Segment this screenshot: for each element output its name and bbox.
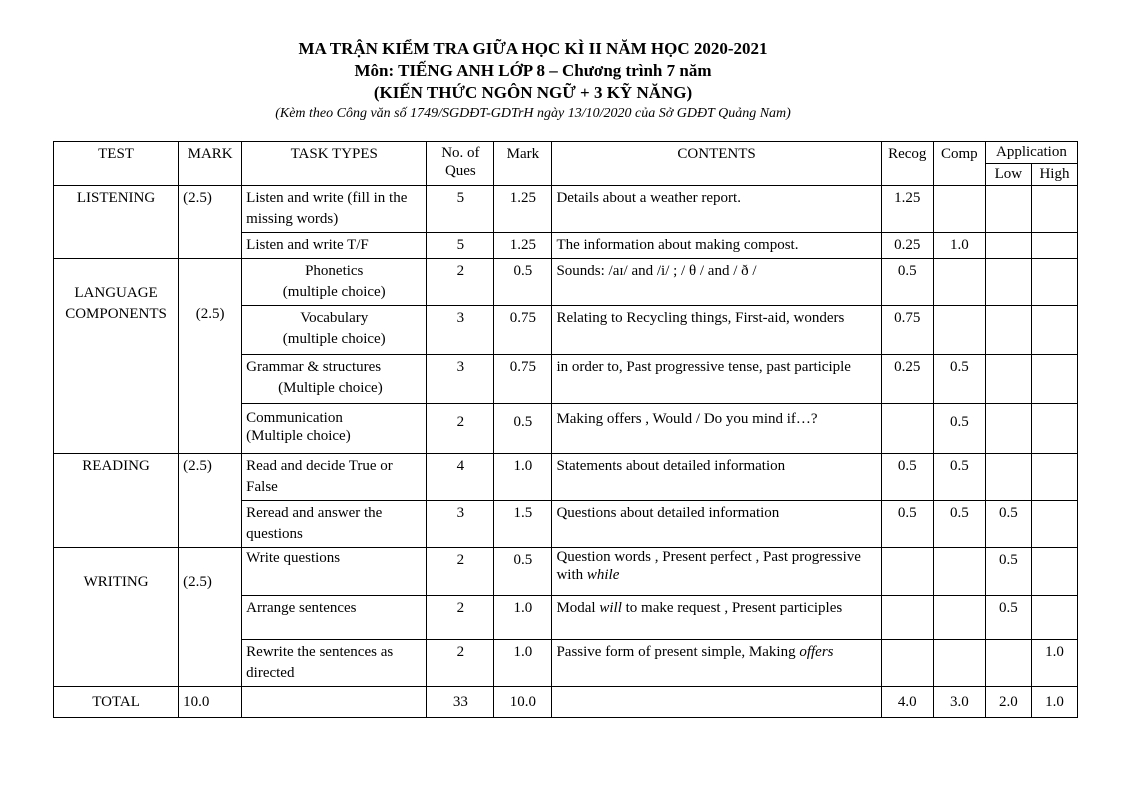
content-cell: Details about a weather report. <box>552 186 881 233</box>
recog-cell: 1.25 <box>881 186 933 233</box>
comp-cell: 0.5 <box>933 355 985 404</box>
high-cell <box>1031 548 1077 596</box>
col-header-mark2: Mark <box>494 142 552 186</box>
total-row <box>54 687 1078 718</box>
content-cell: in order to, Past progressive tense, past participle <box>552 355 881 404</box>
recog-cell: 0.5 <box>881 501 933 548</box>
total-low-cell: 2.0 <box>985 687 1031 718</box>
content-cell: Relating to Recycling things, First-aid, wonders <box>552 306 881 355</box>
col-header-low: Low <box>985 164 1031 186</box>
task-cell: Arrange sentences <box>242 596 427 640</box>
comp-cell: 0.5 <box>933 404 985 454</box>
low-cell <box>985 454 1031 501</box>
low-cell <box>985 306 1031 355</box>
low-cell: 0.5 <box>985 501 1031 548</box>
col-header-contents: CONTENTS <box>552 142 881 186</box>
table-row <box>54 548 1078 596</box>
total-mark2-cell: 10.0 <box>494 687 552 718</box>
content-cell <box>552 548 881 596</box>
reading-test-cell: READING <box>54 454 179 548</box>
ques-cell: 3 <box>427 355 494 404</box>
low-cell <box>985 355 1031 404</box>
task-cell <box>242 306 427 355</box>
content-emphasis: will <box>599 600 622 616</box>
content-cell: The information about making compost. <box>552 233 881 259</box>
language-test-cell <box>54 259 179 454</box>
task-format: (Multiple choice) <box>246 428 351 444</box>
language-test-line-2: COMPONENTS <box>65 306 167 322</box>
mark-cell: 0.75 <box>494 355 552 404</box>
ques-cell: 2 <box>427 596 494 640</box>
ques-cell: 4 <box>427 454 494 501</box>
recog-cell: 0.25 <box>881 355 933 404</box>
title-line-2: Môn: TIẾNG ANH LỚP 8 – Chương trình 7 năm <box>354 61 712 80</box>
title-line-3: (KIẾN THỨC NGÔN NGỮ + 3 KỸ NĂNG) <box>373 83 693 102</box>
content-text: Question words , Present perfect , Past progressive with <box>556 549 861 583</box>
mark-cell: 1.25 <box>494 186 552 233</box>
table-row <box>54 454 1078 501</box>
mark-cell: 1.0 <box>494 640 552 687</box>
recog-cell <box>881 548 933 596</box>
recog-cell <box>881 640 933 687</box>
content-cell: Questions about detailed information <box>552 501 881 548</box>
recog-cell: 0.5 <box>881 259 933 306</box>
high-cell <box>1031 404 1077 454</box>
comp-cell <box>933 186 985 233</box>
col-header-ques: Ques <box>444 163 476 179</box>
low-cell <box>985 259 1031 306</box>
comp-cell: 0.5 <box>933 501 985 548</box>
content-text: Modal <box>556 600 600 616</box>
col-header-recog: Recog <box>881 142 933 186</box>
comp-cell <box>933 259 985 306</box>
ques-cell: 2 <box>427 548 494 596</box>
content-cell: Statements about detailed information <box>552 454 881 501</box>
high-cell: 1.0 <box>1031 640 1077 687</box>
mark-cell: 0.5 <box>494 548 552 596</box>
high-cell <box>1031 306 1077 355</box>
content-cell <box>552 640 881 687</box>
total-content-cell <box>552 687 881 718</box>
task-name: Phonetics <box>305 263 364 279</box>
mark-cell: 1.25 <box>494 233 552 259</box>
table-row <box>54 186 1078 233</box>
writing-test-cell: WRITING <box>54 548 179 687</box>
table-header-row <box>54 142 1078 164</box>
comp-cell: 0.5 <box>933 454 985 501</box>
ques-cell: 3 <box>427 306 494 355</box>
content-emphasis: while <box>586 567 620 583</box>
comp-cell <box>933 548 985 596</box>
content-cell: Sounds: /aɪ/ and /i/ ; / θ / and / ð / <box>552 259 881 306</box>
mark-cell: 1.0 <box>494 454 552 501</box>
language-test-line-1: LANGUAGE <box>74 285 158 301</box>
task-cell: Read and decide True or False <box>242 454 427 501</box>
col-header-mark: MARK <box>179 142 242 186</box>
high-cell <box>1031 454 1077 501</box>
col-header-task-types: TASK TYPES <box>242 142 427 186</box>
content-text: Passive form of present simple, Making <box>556 644 800 660</box>
task-cell: Write questions <box>242 548 427 596</box>
total-label-cell: TOTAL <box>54 687 179 718</box>
low-cell <box>985 404 1031 454</box>
task-name: Communication <box>246 410 343 426</box>
task-cell: Reread and answer the questions <box>242 501 427 548</box>
mark-cell: 0.5 <box>494 259 552 306</box>
task-cell <box>242 259 427 306</box>
task-cell <box>242 404 427 454</box>
comp-cell <box>933 596 985 640</box>
col-header-test: TEST <box>54 142 179 186</box>
high-cell <box>1031 355 1077 404</box>
low-cell <box>985 640 1031 687</box>
task-format: (Multiple choice) <box>278 380 383 396</box>
language-mark-cell: (2.5) <box>179 259 242 454</box>
col-header-no-of-ques <box>427 142 494 186</box>
exam-matrix-table <box>53 141 1078 718</box>
task-cell: Listen and write T/F <box>242 233 427 259</box>
comp-cell <box>933 306 985 355</box>
recog-cell: 0.75 <box>881 306 933 355</box>
low-cell: 0.5 <box>985 596 1031 640</box>
ques-cell: 2 <box>427 404 494 454</box>
total-mark-cell: 10.0 <box>179 687 242 718</box>
high-cell <box>1031 259 1077 306</box>
ques-cell: 3 <box>427 501 494 548</box>
content-cell: Making offers , Would / Do you mind if…? <box>552 404 881 454</box>
title-line-1: MA TRẬN KIỂM TRA GIỮA HỌC KÌ II NĂM HỌC 2020-2021 <box>298 39 768 58</box>
col-header-high: High <box>1031 164 1077 186</box>
title-note: (Kèm theo Công văn số 1749/SGDĐT-GDTrH ngày 13/10/2020 của Sở GDĐT Quảng Nam) <box>275 106 791 121</box>
total-task-cell <box>242 687 427 718</box>
col-header-no-of: No. of <box>441 145 480 161</box>
high-cell <box>1031 501 1077 548</box>
total-ques-cell: 33 <box>427 687 494 718</box>
mark-cell: 1.5 <box>494 501 552 548</box>
low-cell <box>985 233 1031 259</box>
ques-cell: 5 <box>427 186 494 233</box>
col-header-application: Application <box>985 142 1077 164</box>
comp-cell <box>933 640 985 687</box>
writing-mark-cell: (2.5) <box>179 548 242 687</box>
high-cell <box>1031 596 1077 640</box>
task-name: Grammar & structures <box>246 359 382 375</box>
ques-cell: 2 <box>427 259 494 306</box>
mark-cell: 0.75 <box>494 306 552 355</box>
high-cell <box>1031 233 1077 259</box>
task-format: (multiple choice) <box>282 331 386 347</box>
content-emphasis: offers <box>799 644 834 660</box>
document-header <box>0 38 1066 124</box>
low-cell: 0.5 <box>985 548 1031 596</box>
recog-cell <box>881 404 933 454</box>
recog-cell <box>881 596 933 640</box>
task-name: Vocabulary <box>300 310 369 326</box>
listening-test-cell: LISTENING <box>54 186 179 259</box>
recog-cell: 0.25 <box>881 233 933 259</box>
total-recog-cell: 4.0 <box>881 687 933 718</box>
total-comp-cell: 3.0 <box>933 687 985 718</box>
col-header-comp: Comp <box>933 142 985 186</box>
reading-mark-cell: (2.5) <box>179 454 242 548</box>
mark-cell: 1.0 <box>494 596 552 640</box>
table-row <box>54 259 1078 306</box>
task-cell: Rewrite the sentences as directed <box>242 640 427 687</box>
mark-cell: 0.5 <box>494 404 552 454</box>
task-cell: Listen and write (fill in the missing words) <box>242 186 427 233</box>
listening-mark-cell: (2.5) <box>179 186 242 259</box>
content-text-tail: to make request , Present participles <box>621 600 843 616</box>
task-format: (multiple choice) <box>282 284 386 300</box>
content-cell <box>552 596 881 640</box>
high-cell <box>1031 186 1077 233</box>
low-cell <box>985 186 1031 233</box>
ques-cell: 5 <box>427 233 494 259</box>
total-high-cell: 1.0 <box>1031 687 1077 718</box>
task-cell <box>242 355 427 404</box>
comp-cell: 1.0 <box>933 233 985 259</box>
ques-cell: 2 <box>427 640 494 687</box>
recog-cell: 0.5 <box>881 454 933 501</box>
